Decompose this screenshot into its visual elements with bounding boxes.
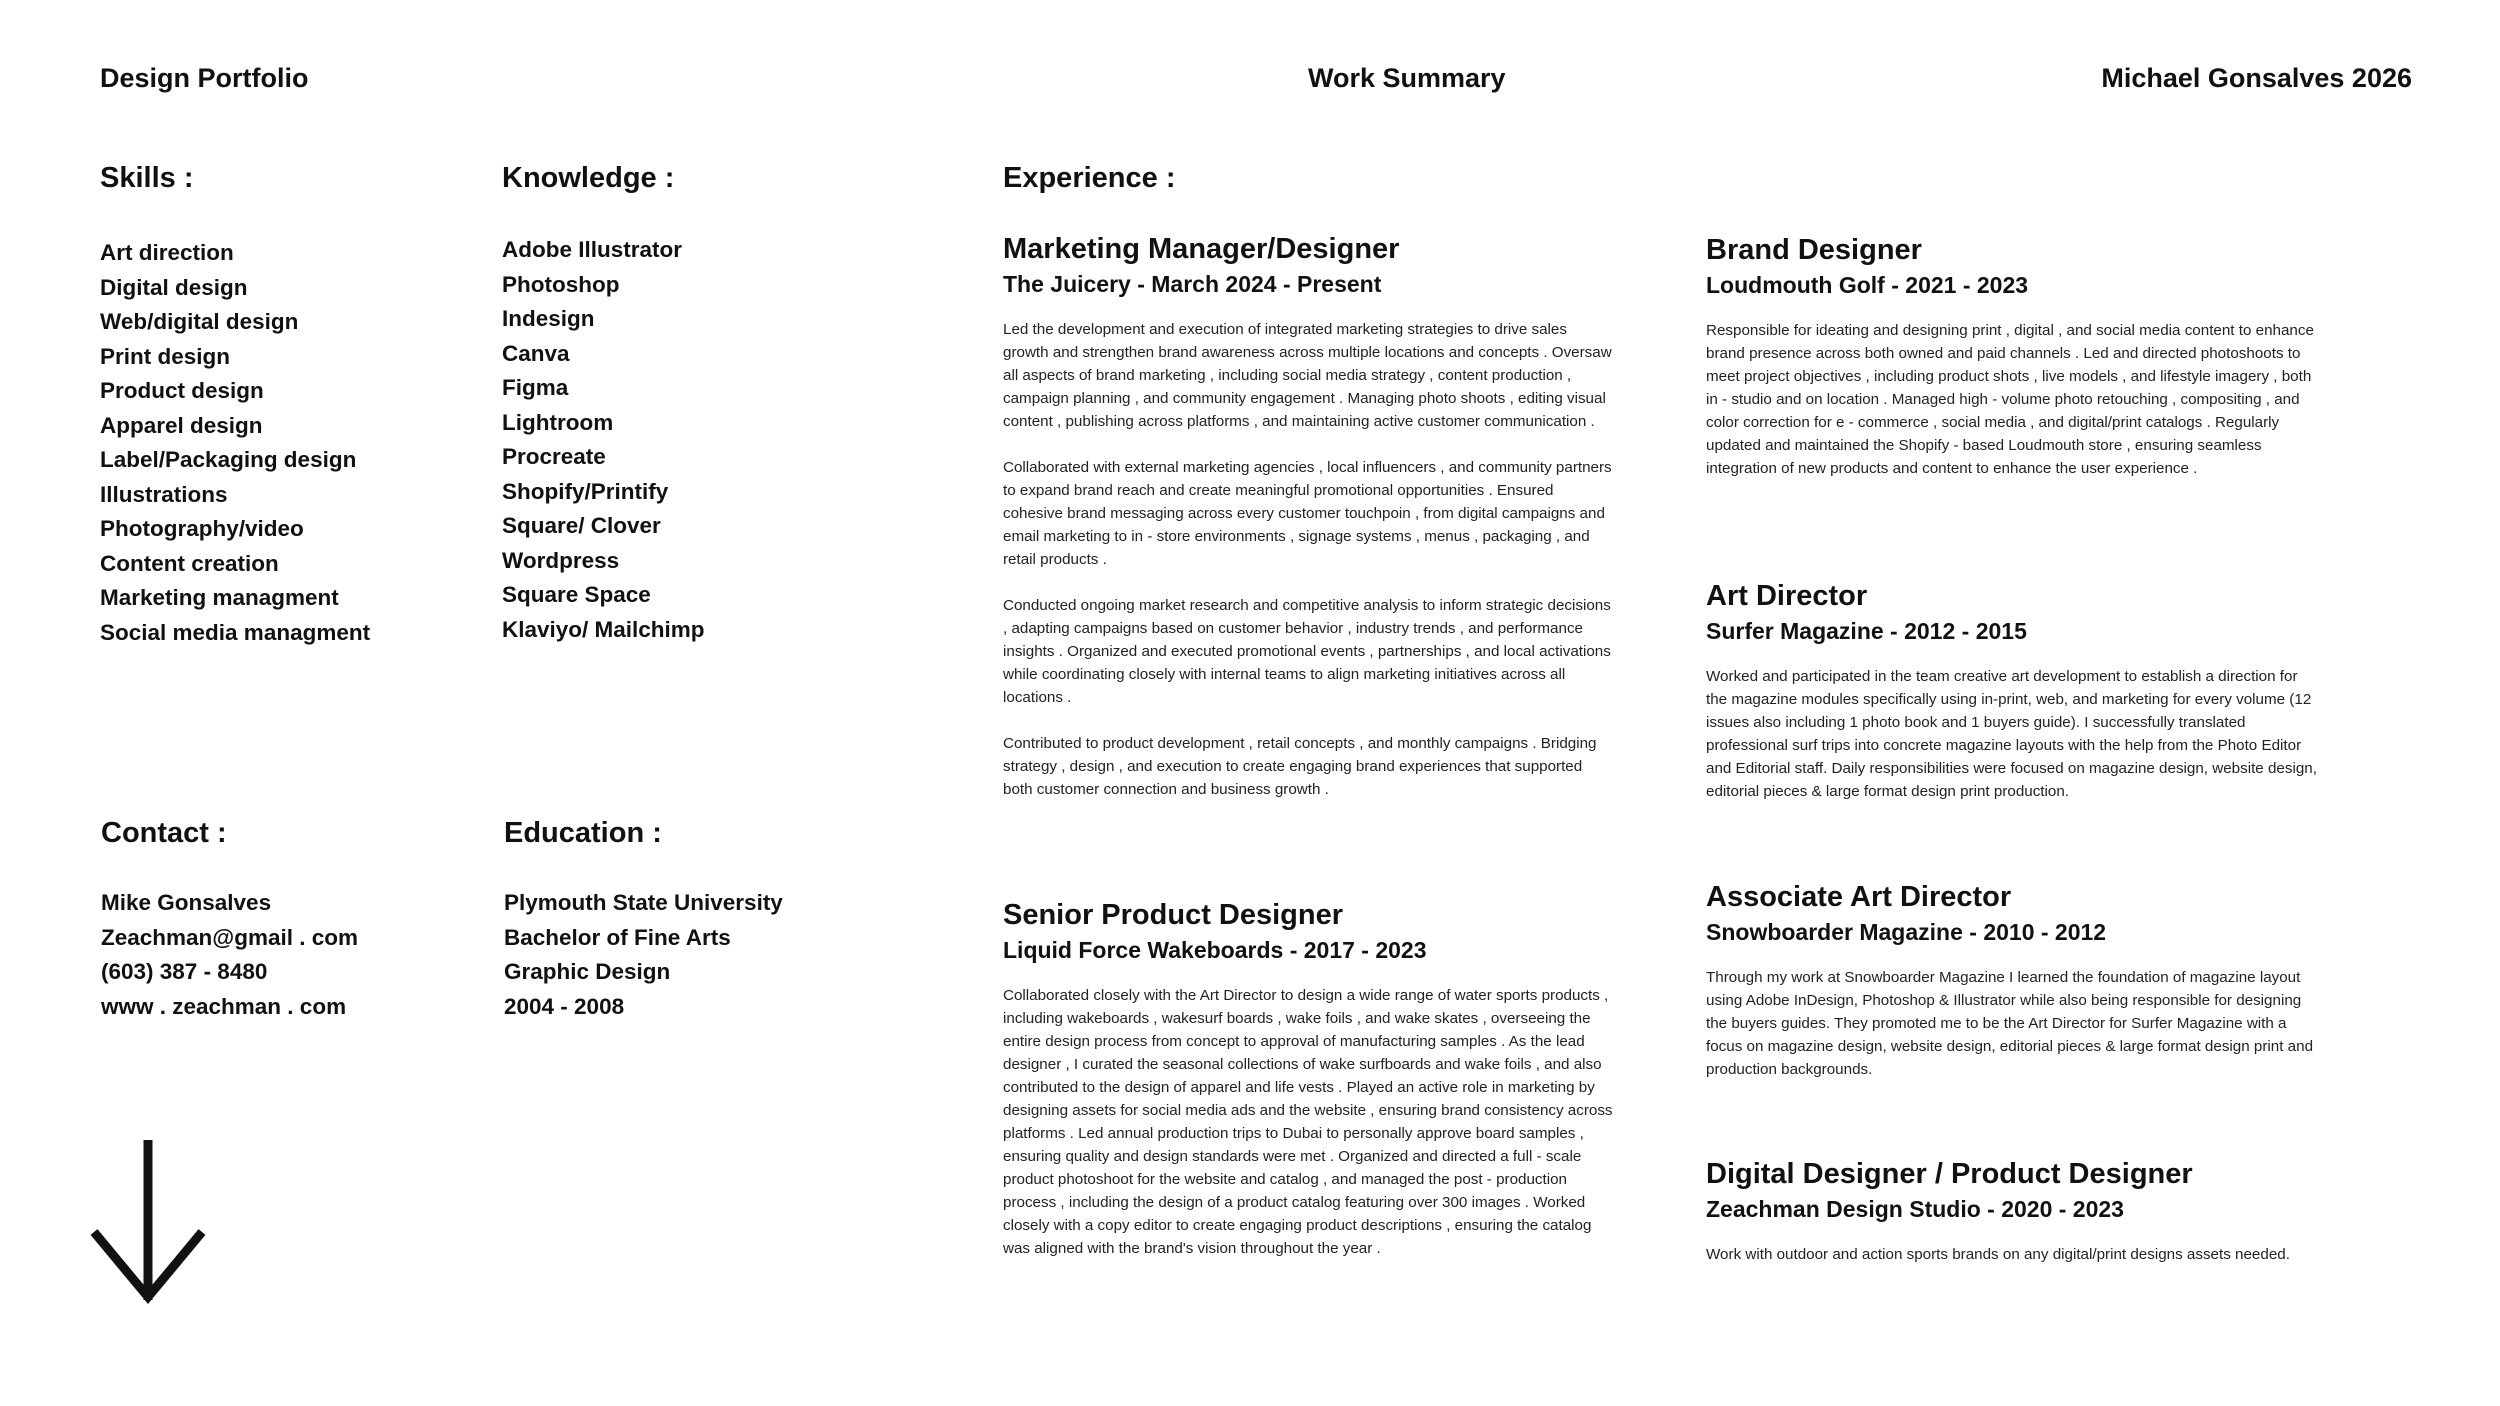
experience-heading: Experience : bbox=[1003, 162, 1176, 194]
arrow-down-icon bbox=[90, 1140, 206, 1308]
list-item: Procreate bbox=[502, 444, 606, 469]
list-item: Content creation bbox=[100, 550, 279, 576]
list-item: Canva bbox=[502, 340, 570, 366]
list-item: Label/Packaging design bbox=[100, 447, 357, 472]
list-item: Klaviyo/ Mailchimp bbox=[502, 616, 705, 642]
education-heading: Education : bbox=[504, 817, 662, 849]
header-left: Design Portfolio bbox=[100, 63, 309, 93]
contact-website: www . zeachman . com bbox=[101, 993, 347, 1019]
job-title: Brand Designer bbox=[1706, 234, 1922, 266]
contact-phone: (603) 387 - 8480 bbox=[101, 959, 268, 984]
job-paragraph: Responsible for ideating and designing print , digital , and social media content to enhance brand presence across both owned and paid channels . Led and directed photoshoots to meet project objectives , including product shots , live models , and lifestyle imagery , both in - studio and on location . Managed high - volume photo retouching , compositing , and color correction for e - commerce , social media , and digital/print catalogs . Regularly updated and maintained the Shopify - based Loudmouth store , ensuring seamless integration of new products and content to enhance the user experience . bbox=[1706, 322, 2314, 477]
job-entry bbox=[1003, 897, 1613, 1260]
job-paragraph: Work with outdoor and action sports brands on any digital/print designs assets needed. bbox=[1706, 1246, 2290, 1263]
job-subtitle: Zeachman Design Studio - 2020 - 2023 bbox=[1706, 1196, 2124, 1222]
job-paragraph: Worked and participated in the team creative art development to establish a direction for the magazine modules specifically using in-print, web, and marketing for every volume (12 issues also including 1 photo book and 1 buyers guide). I successfully translated professional surf trips into concrete magazine layouts with the help from the Photo Editor and Editorial staff. Daily responsibilities were focused on magazine design, website design, editorial pieces & large format design print production. bbox=[1706, 668, 2317, 800]
list-item: Digital design bbox=[100, 274, 248, 300]
list-item: Plymouth State University bbox=[504, 890, 783, 915]
job-entry bbox=[1706, 578, 2318, 803]
header-right: Michael Gonsalves 2026 bbox=[2101, 63, 2412, 93]
knowledge-heading: Knowledge : bbox=[502, 162, 675, 194]
job-description bbox=[1003, 984, 1613, 1260]
job-subtitle: Surfer Magazine - 2012 - 2015 bbox=[1706, 618, 2027, 644]
list-item: Web/digital design bbox=[100, 309, 299, 334]
list-item: 2004 - 2008 bbox=[504, 993, 625, 1019]
list-item: Photoshop bbox=[502, 271, 620, 297]
job-description bbox=[1706, 1243, 2346, 1266]
list-item: Marketing managment bbox=[100, 585, 339, 610]
list-item: Wordpress bbox=[502, 547, 620, 573]
list-item: Bachelor of Fine Arts bbox=[504, 924, 731, 950]
contact-name: Mike Gonsalves bbox=[101, 890, 272, 915]
skills-heading: Skills : bbox=[100, 162, 194, 194]
job-entry bbox=[1706, 879, 2318, 1081]
knowledge-list bbox=[502, 233, 705, 647]
list-item: Art direction bbox=[100, 240, 234, 265]
job-description bbox=[1003, 318, 1613, 801]
education-list bbox=[504, 886, 783, 1024]
job-description bbox=[1706, 665, 2318, 803]
contact-email: Zeachman@gmail . com bbox=[101, 924, 359, 950]
job-description bbox=[1706, 319, 2318, 480]
job-paragraph: Collaborated with external marketing agencies , local influencers , and community partners to expand brand reach and create meaningful promotional opportunities . Ensured cohesive brand messaging across every customer touchpoin , from digital campaigns and email marketing to in - store environments , signage systems , menus , packaging , and retail products . bbox=[1003, 459, 1612, 568]
list-item: Product design bbox=[100, 378, 264, 403]
job-title: Senior Product Designer bbox=[1003, 899, 1344, 931]
job-entry bbox=[1706, 232, 2318, 480]
list-item: Illustrations bbox=[100, 481, 228, 507]
list-item: Graphic Design bbox=[504, 959, 671, 984]
job-entry bbox=[1003, 231, 1613, 801]
list-item: Indesign bbox=[502, 306, 595, 331]
header-center: Work Summary bbox=[1308, 63, 1506, 93]
job-paragraph: Through my work at Snowboarder Magazine I learned the foundation of magazine layout using Adobe InDesign, Photoshop & Illustrator while also being responsible for designing the buyers guides. They promoted me to be the Art Director for Surfer Magazine with a focus on magazine design, website design, editorial pieces & large format design print and production backgrounds. bbox=[1706, 969, 2314, 1078]
list-item: Photography/video bbox=[100, 516, 304, 541]
job-paragraph: Conducted ongoing market research and competitive analysis to inform strategic decisions , adapting campaigns based on customer behavior , industry trends , and performance insights . Organized and executed promotional events , partnerships , and local activations while coordinating closely with internal teams to align marketing initiatives across all locations . bbox=[1003, 597, 1611, 706]
job-title: Art Director bbox=[1706, 580, 1868, 612]
job-subtitle: Snowboarder Magazine - 2010 - 2012 bbox=[1706, 919, 2107, 945]
list-item: Square Space bbox=[502, 582, 651, 607]
list-item: Apparel design bbox=[100, 412, 263, 438]
contact-heading: Contact : bbox=[101, 817, 227, 849]
job-title: Associate Art Director bbox=[1706, 881, 2012, 913]
job-title: Digital Designer / Product Designer bbox=[1706, 1158, 2193, 1190]
job-subtitle: Liquid Force Wakeboards - 2017 - 2023 bbox=[1003, 937, 1427, 963]
job-paragraph: Collaborated closely with the Art Director to design a wide range of water sports products , including wakeboards , wakesurf boards , wake foils , and wake skates , overseeing the entire design process from concept to approval of manufacturing samples . As the lead designer , I curated the seasonal collections of wake surfboards and wake foils , and also contributed to the design of apparel and life vests . Played an active role in marketing by designing assets for social media ads and the website , ensuring brand consistency across platforms . Led annual production trips to Dubai to personally approve board samples , ensuring quality and design standards were met . Organized and directed a full - scale product photoshoot for the website and catalog , and managed the post - production process , including the design of a product catalog featuring over 300 images . Worked closely with a copy editor to create engaging product descriptions , ensuring the catalog was aligned with the brand's vision throughout the year . bbox=[1003, 987, 1613, 1257]
list-item: Social media managment bbox=[100, 619, 371, 645]
list-item: Lightroom bbox=[502, 409, 614, 435]
contact-list bbox=[101, 886, 358, 1024]
list-item: Shopify/Printify bbox=[502, 478, 669, 504]
job-paragraph: Contributed to product development , retail concepts , and monthly campaigns . Bridging strategy , design , and execution to create engaging brand experiences that supported both customer connection and business growth . bbox=[1003, 735, 1597, 798]
job-paragraph: Led the development and execution of integrated marketing strategies to drive sales growth and strengthen brand awareness across multiple locations and concepts . Oversaw all aspects of brand marketing , including social media strategy , content production , campaign planning , and community engagement . Managing photo shoots , editing visual content , publishing across platforms , and maintaining active customer communication . bbox=[1003, 321, 1612, 430]
list-item: Print design bbox=[100, 343, 231, 369]
job-subtitle: Loudmouth Golf - 2021 - 2023 bbox=[1706, 272, 2029, 298]
job-subtitle: The Juicery - March 2024 - Present bbox=[1003, 271, 1382, 297]
job-description bbox=[1706, 966, 2318, 1081]
list-item: Figma bbox=[502, 375, 569, 400]
job-title: Marketing Manager/Designer bbox=[1003, 233, 1400, 265]
list-item: Square/ Clover bbox=[502, 513, 661, 538]
job-entry bbox=[1706, 1156, 2346, 1266]
skills-list bbox=[100, 236, 370, 650]
list-item: Adobe Illustrator bbox=[502, 237, 683, 262]
